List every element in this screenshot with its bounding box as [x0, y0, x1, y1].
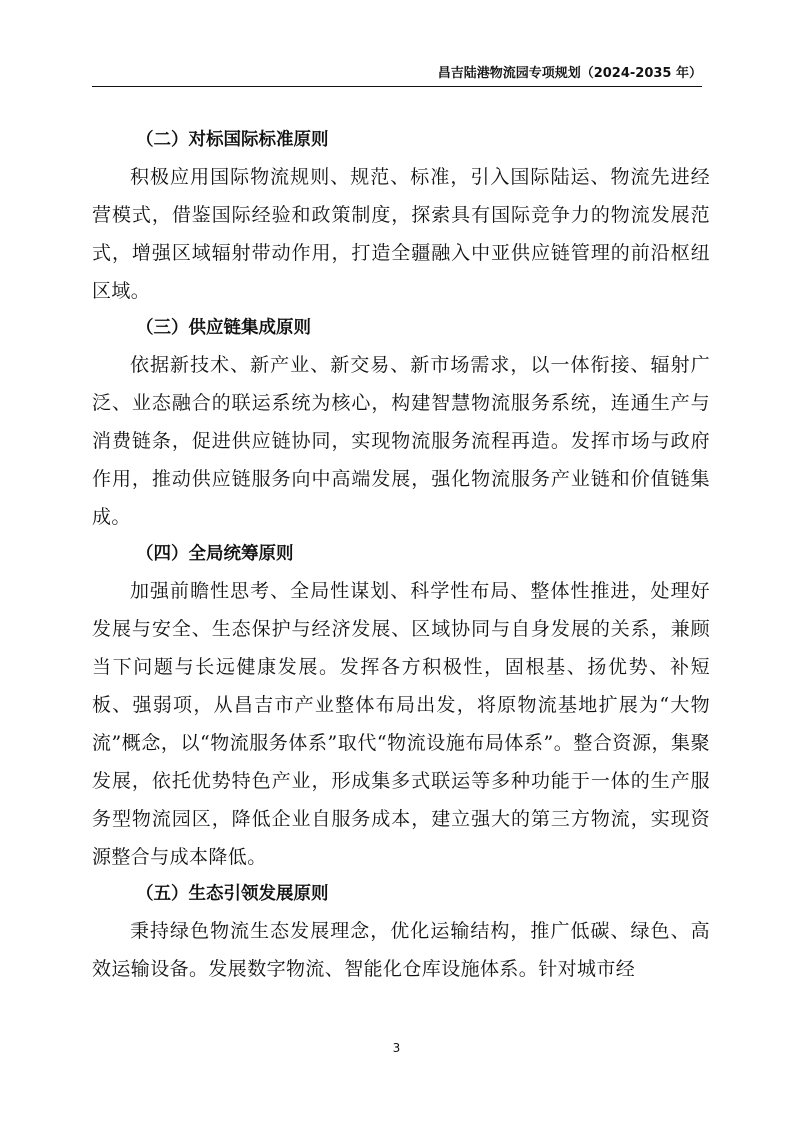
section-heading-2: （二）对标国际标准原则: [136, 130, 329, 150]
section-heading-3: （三）供应链集成原则: [136, 318, 311, 338]
section-heading-4: （四）全局统筹原则: [136, 544, 294, 564]
section-paragraph-4: 加强前瞻性思考、全局性谋划、科学性布局、整体性推进，处理好发展与安全、生态保护与经济发展、区域协同与自身发展的关系，兼顾当下问题与长远健康发展。发挥各方积极性，固根基、扬优势、补短板、强弱项，从昌吉市产业整体布局出发，将原物流基地扩展为“大物流”概念，以“物流服务体系”取代“物流设施布局体系”。整合资源，集聚发展，依托优势特色产业，形成集多式联运等多种功能于一体的生产服务型物流园区，降低企业自服务成本，建立强大的第三方物流，实现资源整合与成本降低。: [92, 580, 710, 868]
section-paragraph-2: 积极应用国际物流规则、规范、标准，引入国际陆运、物流先进经营模式，借鉴国际经验和政策制度，探索具有国际竞争力的物流发展范式，增强区域辐射带动作用，打造全疆融入中亚供应链管理的前沿枢纽区域。: [92, 166, 710, 302]
section-paragraph-3: 依据新技术、新产业、新交易、新市场需求，以一体衔接、辐射广泛、业态融合的联运系统为核心，构建智慧物流服务系统，连通生产与消费链条，促进供应链协同，实现物流服务流程再造。发挥市场与政府作用，推动供应链服务向中高端发展，强化物流服务产业链和价值链集成。: [92, 354, 710, 528]
section-paragraph-5: 秉持绿色物流生态发展理念，优化运输结构，推广低碳、绿色、高效运输设备。发展数字物流、智能化仓库设施体系。针对城市经: [92, 920, 710, 980]
running-header: 昌吉陆港物流园专项规划（2024-2035 年）: [437, 66, 702, 81]
document-body: [92, 122, 710, 988]
page-number: 3: [392, 1041, 401, 1055]
header-divider: [92, 86, 702, 87]
section-heading-5: （五）生态引领发展原则: [136, 884, 329, 904]
